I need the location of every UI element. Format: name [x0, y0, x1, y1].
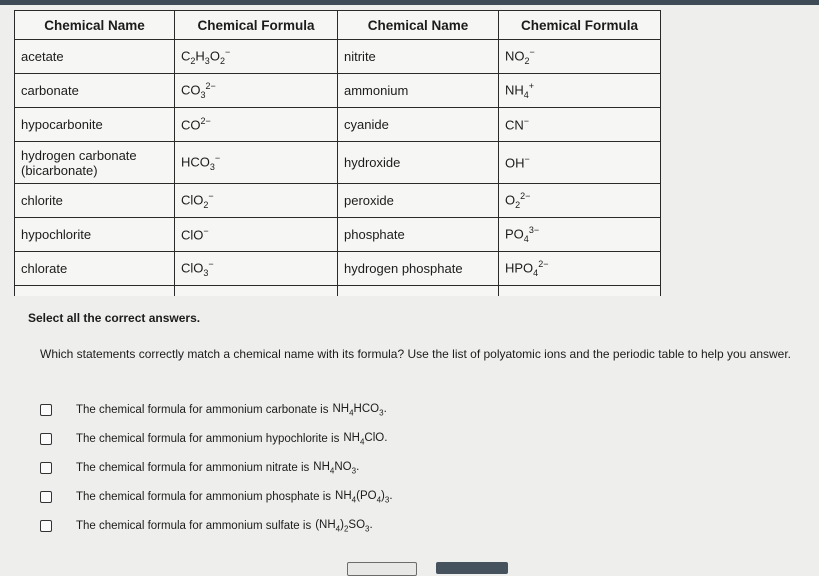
ion-formula: $CO^{2-}$	[175, 108, 338, 142]
option-formula: $NH_4ClO$.	[343, 431, 388, 446]
option-text: The chemical formula for ammonium carbonate is	[76, 403, 329, 416]
answer-option-ammonium-phosphate[interactable]	[40, 484, 393, 510]
option-text: The chemical formula for ammonium sulfate is	[76, 519, 312, 532]
table-row	[15, 74, 661, 108]
ion-formula: ClO$_3$−	[175, 252, 338, 286]
column-header: Chemical Name	[338, 11, 499, 40]
table-row	[15, 142, 661, 184]
table-header-row	[15, 11, 661, 40]
checkbox-icon[interactable]	[40, 433, 52, 445]
ion-name: hypocarbonite	[15, 108, 175, 142]
ion-formula: $C_2H_3O_2^-$	[175, 40, 338, 74]
ion-name: phosphate	[338, 218, 499, 252]
table-row	[15, 184, 661, 218]
checkbox-icon[interactable]	[40, 520, 52, 532]
checkbox-icon[interactable]	[40, 462, 52, 474]
polyatomic-ions-table-container	[14, 10, 662, 296]
ion-name: carbonate	[15, 74, 175, 108]
ion-formula: OH−	[499, 142, 661, 184]
table-row	[15, 252, 661, 286]
ion-name: chlorite	[15, 184, 175, 218]
checkbox-icon[interactable]	[40, 404, 52, 416]
reset-button[interactable]	[347, 562, 417, 576]
ion-name: hypochlorite	[15, 218, 175, 252]
ion-name: nitrite	[338, 40, 499, 74]
ion-name: hydrogen carbonate (bicarbonate)	[15, 142, 175, 184]
ion-name: hydroxide	[338, 142, 499, 184]
option-text: The chemical formula for ammonium nitrate is	[76, 461, 310, 474]
option-formula: $NH_4NO_3$.	[313, 460, 360, 475]
ion-name: hydrogen phosphate	[338, 252, 499, 286]
table-row-cut-off	[15, 286, 661, 297]
option-formula: $NH_4HCO_3$.	[332, 402, 387, 417]
answer-option-ammonium-sulfate[interactable]	[40, 513, 393, 539]
ion-formula: $NH_4^+$	[499, 74, 661, 108]
answer-option-ammonium-nitrate[interactable]	[40, 455, 393, 481]
ion-name: cyanide	[338, 108, 499, 142]
checkbox-icon[interactable]	[40, 491, 52, 503]
option-text: The chemical formula for ammonium phosphate is	[76, 490, 332, 503]
ion-formula: CN−	[499, 108, 661, 142]
ion-formula: ClO$_2$−	[175, 184, 338, 218]
answer-option-ammonium-carbonate[interactable]	[40, 397, 393, 423]
ion-formula: $PO_4^{3-}$	[499, 218, 661, 252]
ion-formula: ClO−	[175, 218, 338, 252]
table-row	[15, 108, 661, 142]
ion-name: peroxide	[338, 184, 499, 218]
ion-formula: $O_2^{2-}$	[499, 184, 661, 218]
option-formula: $(NH_4)_2SO_3$.	[315, 518, 373, 533]
polyatomic-ions-table	[14, 10, 661, 296]
table-row	[15, 218, 661, 252]
question-text: Which statements correctly match a chemical name with its formula? Use the list of polyatomic ions and the periodic table to help you answer.	[40, 347, 792, 361]
top-bar	[0, 0, 819, 5]
answer-options	[40, 397, 393, 542]
table-row	[15, 40, 661, 74]
ion-name: ammonium	[338, 74, 499, 108]
ion-name: chlorate	[15, 252, 175, 286]
column-header: Chemical Name	[15, 11, 175, 40]
next-button[interactable]	[436, 562, 508, 574]
option-text: The chemical formula for ammonium hypochlorite is	[76, 432, 340, 445]
column-header: Chemical Formula	[175, 11, 338, 40]
ion-formula: $HCO_3^-$	[175, 142, 338, 184]
ion-formula: $CO_3^{2-}$	[175, 74, 338, 108]
instruction-text: Select all the correct answers.	[28, 311, 201, 325]
ion-formula: $HPO_4^{2-}$	[499, 252, 661, 286]
ion-formula: $NO_2^-$	[499, 40, 661, 74]
ion-name: acetate	[15, 40, 175, 74]
option-formula: $NH_4(PO_4)_3$.	[335, 489, 393, 504]
column-header: Chemical Formula	[499, 11, 661, 40]
answer-option-ammonium-hypochlorite[interactable]	[40, 426, 393, 452]
